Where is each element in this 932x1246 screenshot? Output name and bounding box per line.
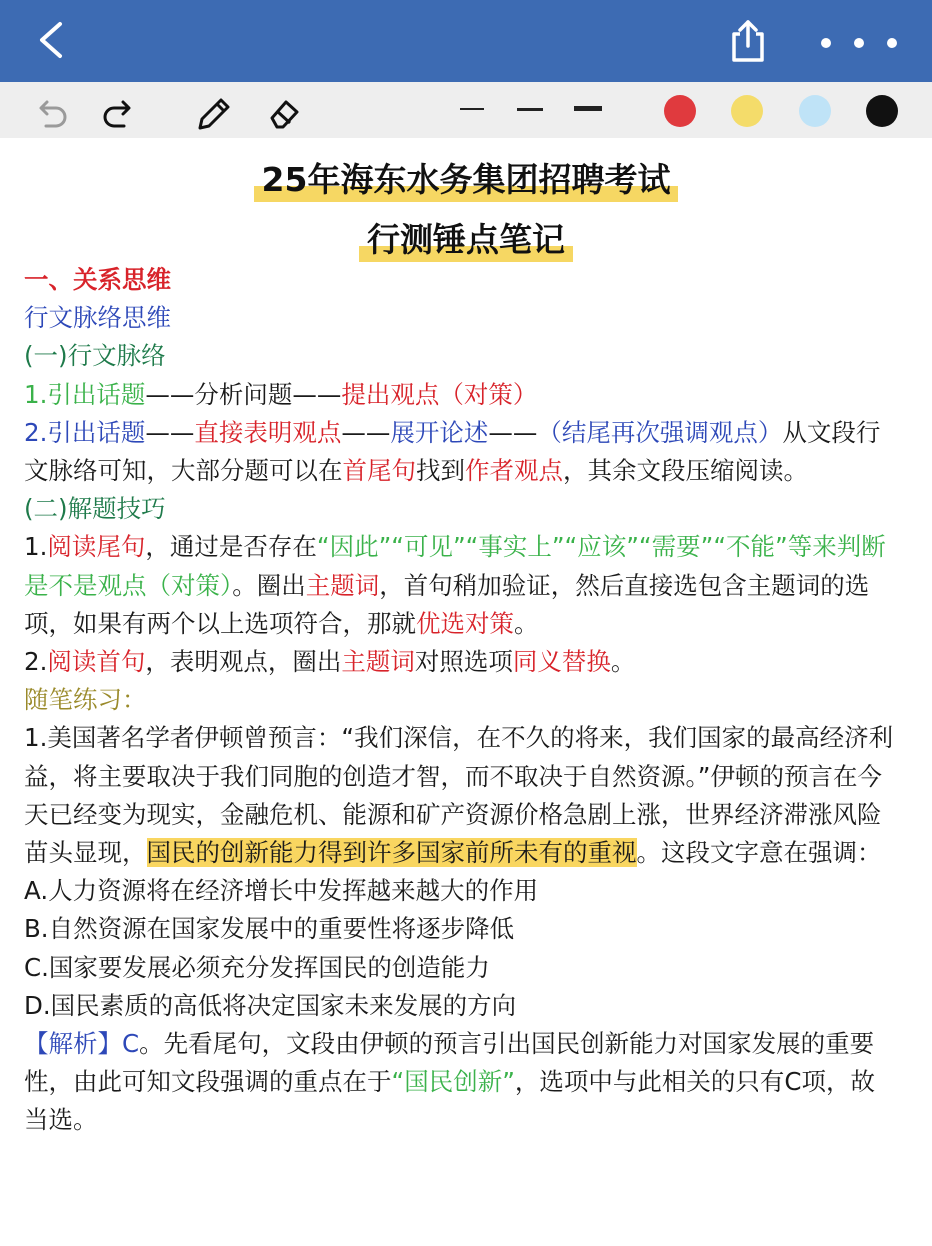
pencil-icon[interactable] bbox=[194, 94, 232, 132]
color-red[interactable] bbox=[664, 95, 696, 127]
note-document bbox=[0, 138, 932, 1246]
stroke-thick[interactable] bbox=[574, 106, 602, 111]
doc-title-line1: 25年海东水务集团招聘考试 bbox=[0, 156, 932, 204]
more-horizontal-icon[interactable] bbox=[814, 28, 904, 58]
question-stem: 1.美国著名学者伊顿曾预言：“我们深信，在不久的将来，我们国家的最高经济利益，将主要取决于我们同胞的创造才智，而不取决于自然资源。”伊顿的预言在今天已经变为现实，金融危机、能源和矿产资源价格急剧上涨，世界经济滞涨风险苗头显现，国民的创新能力得到许多国家前所未有的重视。这段文字意在强调： bbox=[24, 723, 894, 868]
share-icon[interactable] bbox=[726, 18, 770, 66]
option-c: C.国家要发展必须充分发挥国民的创造能力 bbox=[24, 952, 490, 982]
top-bar bbox=[0, 0, 932, 82]
highlighted-sentence: 国民的创新能力得到许多国家前所未有的重视 bbox=[146, 838, 637, 868]
redo-icon[interactable] bbox=[100, 94, 138, 132]
annotation-toolbar bbox=[0, 82, 932, 138]
color-light-blue[interactable] bbox=[799, 95, 831, 127]
part-heading-1: (一)行文脉络 bbox=[24, 341, 166, 371]
practice-heading: 随笔练习： bbox=[24, 685, 147, 715]
tip-2: 2.阅读首句，表明观点，圈出主题词对照选项同义替换。 bbox=[24, 647, 636, 677]
note-body bbox=[24, 261, 894, 1140]
answer-explanation: 【解析】C。先看尾句，文段由伊顿的预言引出国民创新能力对国家发展的重要性，由此可知文段强调的重点在于“国民创新”，选项中与此相关的只有C项，故当选。 bbox=[24, 1029, 875, 1135]
undo-icon[interactable] bbox=[32, 94, 70, 132]
chevron-left-icon[interactable] bbox=[30, 18, 74, 62]
option-a: A.人力资源将在经济增长中发挥越来越大的作用 bbox=[24, 876, 539, 906]
section-heading: 一、关系思维 bbox=[24, 265, 171, 294]
section-subheading: 行文脉络思维 bbox=[24, 303, 171, 333]
line-2: 2.引出话题——直接表明观点——展开论述——（结尾再次强调观点）从文段行文脉络可知，大部分题可以在首尾句找到作者观点，其余文段压缩阅读。 bbox=[24, 417, 881, 486]
option-d: D.国民素质的高低将决定国家未来发展的方向 bbox=[24, 990, 517, 1020]
line-1: 1.引出话题——分析问题——提出观点（对策） bbox=[24, 379, 538, 409]
doc-title-line2: 行测锤点笔记 bbox=[0, 216, 932, 264]
eraser-icon[interactable] bbox=[264, 94, 302, 132]
stroke-thin[interactable] bbox=[460, 108, 484, 110]
stroke-medium[interactable] bbox=[517, 108, 543, 111]
part-heading-2: (二)解题技巧 bbox=[24, 494, 166, 524]
color-black[interactable] bbox=[866, 95, 898, 127]
color-yellow[interactable] bbox=[731, 95, 763, 127]
tip-1: 1.阅读尾句，通过是否存在“因此”“可见”“事实上”“应该”“需要”“不能”等来判断是不是观点（对策）。圈出主题词，首句稍加验证，然后直接选包含主题词的选项，如果有两个以上选项符合，那就优选对策。 bbox=[24, 532, 886, 638]
option-b: B.自然资源在国家发展中的重要性将逐步降低 bbox=[24, 914, 515, 944]
